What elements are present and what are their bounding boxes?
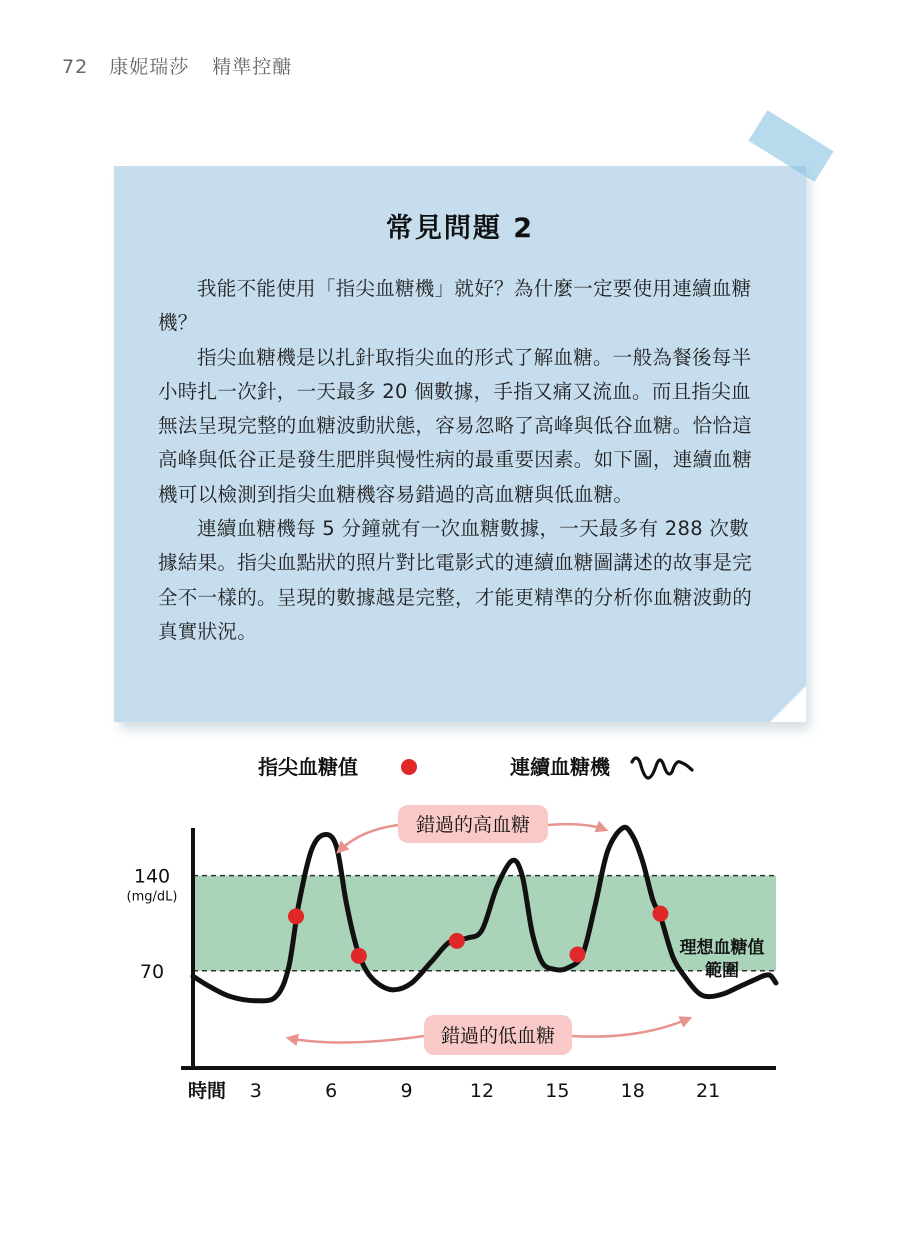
x-axis-label: 時間 — [188, 1080, 227, 1102]
x-tick-label: 21 — [696, 1080, 721, 1102]
missed-high-arrow-left — [338, 825, 398, 852]
missed-high-arrow-right — [548, 824, 606, 830]
y-tick-140: 140 — [133, 865, 171, 888]
fingerstick-point — [449, 933, 465, 949]
glucose-chart — [0, 730, 920, 1110]
missed-low-arrow-right — [572, 1018, 690, 1037]
x-tick-label: 6 — [325, 1080, 338, 1102]
legend-red-dot-marker — [401, 759, 417, 775]
book-title: 精準控醣 — [212, 56, 293, 78]
x-tick-label: 3 — [249, 1080, 262, 1102]
missed-low-label: 錯過的低血糖 — [440, 1025, 556, 1047]
band-label-line-1: 理想血糖值 — [679, 938, 765, 958]
fingerstick-point — [569, 946, 585, 962]
running-head — [62, 52, 292, 79]
x-tick-labels — [250, 1080, 720, 1102]
missed-low-arrow-left — [288, 1036, 424, 1043]
band-label-line-2: 範圍 — [705, 961, 739, 981]
author-name: 康妮瑞莎 — [109, 56, 190, 78]
page-number: 72 — [62, 56, 89, 78]
legend-wave-marker — [632, 758, 692, 778]
legend-label-fingerstick: 指尖血糖值 — [258, 755, 358, 779]
fingerstick-point — [288, 908, 304, 924]
x-tick-label: 18 — [620, 1080, 645, 1102]
x-tick-label: 15 — [545, 1080, 570, 1102]
x-tick-label: 9 — [400, 1080, 413, 1102]
question-paragraph: 我能不能使用「指尖血糖機」就好？為什麼一定要使用連續血糖機？ — [158, 277, 752, 335]
y-tick-70: 70 — [139, 960, 165, 983]
page-curl — [770, 686, 806, 722]
missed-high-label: 錯過的高血糖 — [415, 814, 531, 836]
answer-paragraph-1: 指尖血糖機是以扎針取指尖血的形式了解血糖。一般為餐後每半小時扎一次針，一天最多 20 個數據，手指又痛又流血。而且指尖血無法呈現完整的血糖波動狀態，容易忽略了高峰與低谷血糖。恰恰這高峰與低谷正是發生肥胖與慢性病的最重要因素。如下圖，連續血糖機可以檢測到指尖血糖機容易錯過的高血糖與低血糖。 — [158, 345, 753, 506]
x-tick-label: 12 — [469, 1080, 495, 1102]
note-body — [158, 272, 768, 649]
legend-label-cgm: 連續血糖機 — [510, 755, 610, 779]
fingerstick-point — [351, 948, 367, 964]
answer-paragraph-2: 連續血糖機每 5 分鐘就有一次血糖數據，一天最多有 288 次數據結果。指尖血點狀的照片對比電影式的連續血糖圖講述的故事是完全不一樣的。呈現的數據越是完整，才能更精準的分析你血糖波動的真實狀況。 — [158, 517, 753, 643]
y-axis-unit: (mg/dL) — [126, 889, 178, 905]
fingerstick-point — [652, 906, 668, 922]
note-title: 常見問題 2 — [385, 213, 535, 244]
